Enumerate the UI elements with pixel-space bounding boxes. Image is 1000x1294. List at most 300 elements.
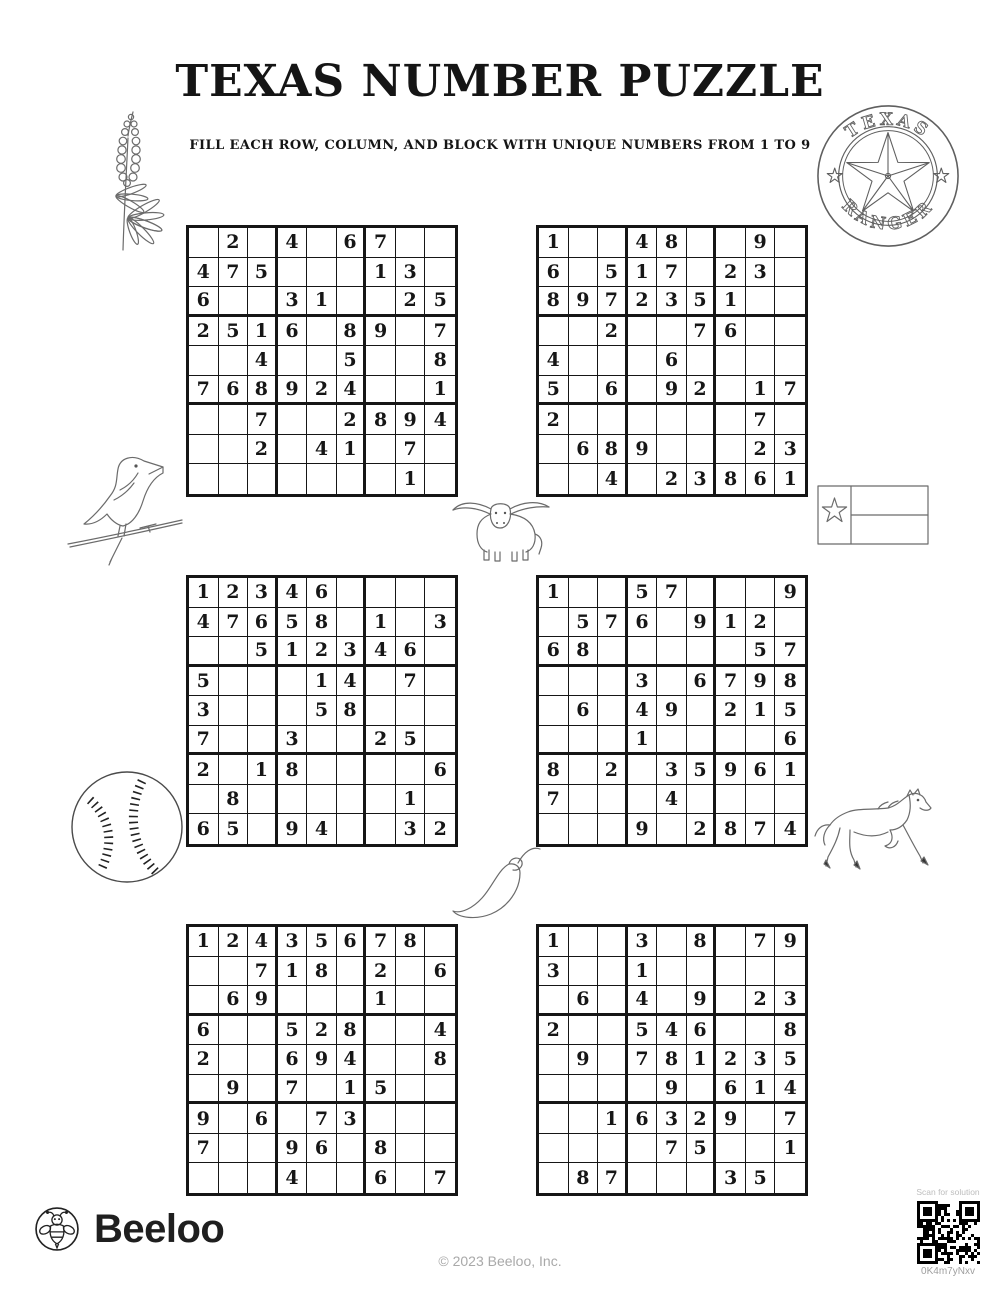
sudoku-cell: 8 bbox=[539, 287, 569, 317]
sudoku-cell bbox=[219, 1104, 249, 1134]
sudoku-cell: 8 bbox=[396, 927, 426, 957]
sudoku-cell bbox=[716, 726, 746, 756]
sudoku-cell bbox=[396, 957, 426, 987]
sudoku-cell bbox=[307, 405, 337, 435]
sudoku-cell: 8 bbox=[569, 637, 599, 667]
sudoku-cell: 5 bbox=[189, 667, 219, 697]
sudoku-cell: 2 bbox=[687, 1104, 717, 1134]
sudoku-cell bbox=[598, 957, 628, 987]
sudoku-cell bbox=[396, 376, 426, 406]
sudoku-cell bbox=[775, 317, 805, 347]
sudoku-cell bbox=[219, 287, 249, 317]
sudoku-cell: 9 bbox=[366, 317, 396, 347]
sudoku-cell: 1 bbox=[628, 258, 658, 288]
sudoku-cell bbox=[278, 258, 308, 288]
sudoku-cell: 6 bbox=[278, 317, 308, 347]
sudoku-cell: 1 bbox=[687, 1045, 717, 1075]
sudoku-grid-middle-right bbox=[536, 575, 808, 847]
sudoku-grid-top-right bbox=[536, 225, 808, 497]
sudoku-cell: 8 bbox=[775, 1016, 805, 1046]
sudoku-cell bbox=[539, 435, 569, 465]
sudoku-cell: 8 bbox=[657, 1045, 687, 1075]
sudoku-cell: 7 bbox=[433, 1167, 447, 1190]
sudoku-cell bbox=[598, 667, 628, 697]
sudoku-cell: 1 bbox=[746, 1075, 776, 1105]
sudoku-cell: 2 bbox=[687, 814, 717, 844]
sudoku-cell bbox=[425, 1104, 455, 1134]
sudoku-cell: 1 bbox=[366, 986, 396, 1016]
sudoku-cell bbox=[337, 1163, 367, 1193]
sudoku-cell bbox=[657, 1163, 687, 1193]
sudoku-cell: 6 bbox=[687, 667, 717, 697]
sudoku-cell: 1 bbox=[278, 637, 308, 667]
sudoku-cell bbox=[425, 785, 455, 815]
sudoku-cell: 8 bbox=[337, 696, 367, 726]
sudoku-cell: 4 bbox=[598, 464, 628, 494]
sudoku-cell: 4 bbox=[628, 228, 658, 258]
sudoku-cell bbox=[687, 696, 717, 726]
sudoku-cell: 4 bbox=[337, 667, 367, 697]
sudoku-cell bbox=[278, 1104, 308, 1134]
sudoku-cell bbox=[657, 957, 687, 987]
sudoku-cell bbox=[366, 1016, 396, 1046]
sudoku-cell bbox=[219, 1016, 249, 1046]
sudoku-cell: 7 bbox=[716, 667, 746, 697]
sudoku-cell bbox=[219, 696, 249, 726]
sudoku-cell: 2 bbox=[433, 818, 447, 841]
sudoku-cell: 9 bbox=[278, 376, 308, 406]
sudoku-cell: 5 bbox=[598, 258, 628, 288]
sudoku-cell: 5 bbox=[775, 696, 805, 726]
sudoku-cell: 5 bbox=[248, 258, 278, 288]
sudoku-cell: 2 bbox=[539, 405, 569, 435]
sudoku-cell bbox=[189, 1075, 219, 1105]
sudoku-cell: 4 bbox=[783, 818, 797, 841]
sudoku-cell: 6 bbox=[539, 258, 569, 288]
sudoku-cell bbox=[716, 346, 746, 376]
sudoku-cell bbox=[219, 755, 249, 785]
sudoku-cell bbox=[278, 696, 308, 726]
sudoku-cell: 9 bbox=[687, 608, 717, 638]
sudoku-cell bbox=[716, 785, 746, 815]
sudoku-cell bbox=[425, 228, 455, 258]
sudoku-cell: 4 bbox=[278, 1163, 308, 1193]
sudoku-cell: 1 bbox=[746, 696, 776, 726]
sudoku-cell bbox=[337, 785, 367, 815]
sudoku-cell bbox=[746, 1134, 776, 1164]
sudoku-cell bbox=[775, 258, 805, 288]
sudoku-cell bbox=[425, 696, 455, 726]
sudoku-cell bbox=[396, 986, 426, 1016]
sudoku-cell: 1 bbox=[628, 726, 658, 756]
sudoku-cell bbox=[569, 1016, 599, 1046]
sudoku-cell: 6 bbox=[278, 1045, 308, 1075]
sudoku-cell bbox=[219, 1163, 249, 1193]
sudoku-cell bbox=[366, 814, 396, 844]
sudoku-cell: 6 bbox=[189, 1016, 219, 1046]
sudoku-cell: 7 bbox=[657, 1134, 687, 1164]
sudoku-cell bbox=[219, 957, 249, 987]
sudoku-cell: 6 bbox=[425, 755, 455, 785]
sudoku-cell bbox=[716, 1016, 746, 1046]
sudoku-cell: 8 bbox=[716, 464, 746, 494]
sudoku-cell: 6 bbox=[366, 1163, 396, 1193]
sudoku-cell bbox=[598, 637, 628, 667]
sudoku-cell: 6 bbox=[716, 1075, 746, 1105]
sudoku-cell bbox=[366, 696, 396, 726]
sudoku-cell: 6 bbox=[746, 755, 776, 785]
sudoku-cell: 9 bbox=[775, 927, 805, 957]
sudoku-cell bbox=[396, 1075, 426, 1105]
sudoku-cell: 7 bbox=[746, 927, 776, 957]
qr-block bbox=[893, 1187, 1000, 1277]
sudoku-cell: 8 bbox=[366, 1134, 396, 1164]
sudoku-cell bbox=[396, 1016, 426, 1046]
sudoku-cell: 4 bbox=[189, 608, 219, 638]
sudoku-cell bbox=[628, 1163, 658, 1193]
sudoku-cell: 9 bbox=[569, 1045, 599, 1075]
sudoku-cell bbox=[337, 755, 367, 785]
sudoku-cell: 2 bbox=[189, 317, 219, 347]
sudoku-cell: 5 bbox=[337, 346, 367, 376]
sudoku-cell bbox=[425, 667, 455, 697]
sudoku-cell bbox=[657, 814, 687, 844]
sudoku-cell: 5 bbox=[248, 637, 278, 667]
sudoku-cell: 3 bbox=[278, 726, 308, 756]
sudoku-cell: 5 bbox=[746, 637, 776, 667]
sudoku-cell: 2 bbox=[657, 464, 687, 494]
sudoku-cell bbox=[539, 1104, 569, 1134]
sudoku-cell: 2 bbox=[746, 986, 776, 1016]
sudoku-cell: 9 bbox=[657, 696, 687, 726]
sudoku-cell: 9 bbox=[278, 1134, 308, 1164]
sudoku-cell: 1 bbox=[396, 464, 426, 494]
sudoku-cell: 4 bbox=[248, 346, 278, 376]
sudoku-cell bbox=[248, 287, 278, 317]
sudoku-cell bbox=[189, 228, 219, 258]
sudoku-cell: 6 bbox=[569, 435, 599, 465]
sudoku-cell bbox=[337, 957, 367, 987]
sudoku-cell bbox=[657, 435, 687, 465]
sudoku-cell: 6 bbox=[425, 957, 455, 987]
sudoku-cell bbox=[569, 1134, 599, 1164]
sudoku-cell bbox=[396, 696, 426, 726]
sudoku-cell bbox=[539, 986, 569, 1016]
sudoku-cell: 7 bbox=[396, 667, 426, 697]
sudoku-cell bbox=[539, 317, 569, 347]
sudoku-cell: 5 bbox=[307, 927, 337, 957]
sudoku-cell bbox=[628, 1075, 658, 1105]
sudoku-cell: 4 bbox=[628, 696, 658, 726]
sudoku-cell: 3 bbox=[337, 637, 367, 667]
sudoku-cell bbox=[219, 346, 249, 376]
sudoku-cell bbox=[775, 957, 805, 987]
sudoku-cell: 1 bbox=[278, 957, 308, 987]
sudoku-cell bbox=[657, 667, 687, 697]
sudoku-cell bbox=[628, 405, 658, 435]
sudoku-cell bbox=[425, 258, 455, 288]
sudoku-cell bbox=[687, 726, 717, 756]
qr-code-id: 0K4m7yNxv bbox=[921, 1266, 975, 1277]
sudoku-cell: 3 bbox=[657, 755, 687, 785]
sudoku-cell bbox=[366, 435, 396, 465]
sudoku-cell: 4 bbox=[307, 814, 337, 844]
sudoku-cell: 8 bbox=[425, 346, 455, 376]
sudoku-cell: 6 bbox=[307, 578, 337, 608]
sudoku-cell bbox=[598, 1134, 628, 1164]
sudoku-cell: 7 bbox=[366, 927, 396, 957]
sudoku-cell bbox=[716, 637, 746, 667]
sudoku-cell: 2 bbox=[219, 228, 249, 258]
sudoku-cell: 9 bbox=[396, 405, 426, 435]
sudoku-cell bbox=[337, 608, 367, 638]
sudoku-cell: 3 bbox=[628, 927, 658, 957]
sudoku-cell: 7 bbox=[598, 1163, 628, 1193]
sudoku-cell: 2 bbox=[598, 755, 628, 785]
sudoku-cell: 6 bbox=[189, 814, 219, 844]
sudoku-cell: 1 bbox=[248, 317, 278, 347]
sudoku-cell bbox=[687, 785, 717, 815]
sudoku-cell: 2 bbox=[219, 927, 249, 957]
sudoku-cell bbox=[569, 405, 599, 435]
sudoku-cell: 4 bbox=[775, 1075, 805, 1105]
sudoku-grid-bottom-left bbox=[186, 924, 458, 1196]
sudoku-cell bbox=[569, 755, 599, 785]
sudoku-cell bbox=[569, 814, 599, 844]
sudoku-cell: 5 bbox=[628, 1016, 658, 1046]
sudoku-cell: 9 bbox=[189, 1104, 219, 1134]
sudoku-cell bbox=[278, 667, 308, 697]
sudoku-cell: 6 bbox=[189, 287, 219, 317]
sudoku-cell: 2 bbox=[248, 435, 278, 465]
sudoku-cell: 1 bbox=[366, 258, 396, 288]
sudoku-cell bbox=[569, 927, 599, 957]
sudoku-cell bbox=[396, 1163, 426, 1193]
sudoku-cell bbox=[687, 258, 717, 288]
sudoku-cell bbox=[746, 317, 776, 347]
sudoku-cell: 3 bbox=[746, 258, 776, 288]
sudoku-cell bbox=[716, 1134, 746, 1164]
sudoku-cell bbox=[425, 578, 455, 608]
sudoku-cell bbox=[775, 287, 805, 317]
sudoku-cell bbox=[598, 927, 628, 957]
sudoku-cell bbox=[425, 1075, 455, 1105]
sudoku-cell bbox=[569, 228, 599, 258]
sudoku-cell: 7 bbox=[539, 785, 569, 815]
sudoku-cell: 7 bbox=[189, 726, 219, 756]
sudoku-cell: 9 bbox=[657, 1075, 687, 1105]
sudoku-cell bbox=[746, 957, 776, 987]
sudoku-cell: 1 bbox=[307, 667, 337, 697]
sudoku-cell: 8 bbox=[569, 1163, 599, 1193]
sudoku-cell: 9 bbox=[746, 228, 776, 258]
sudoku-grid-top-left bbox=[186, 225, 458, 497]
sudoku-cell bbox=[248, 228, 278, 258]
sudoku-cell: 3 bbox=[775, 986, 805, 1016]
sudoku-cell: 3 bbox=[775, 435, 805, 465]
sudoku-cell: 4 bbox=[628, 986, 658, 1016]
sudoku-cell bbox=[307, 1163, 337, 1193]
sudoku-cell: 7 bbox=[278, 1075, 308, 1105]
sudoku-cell: 1 bbox=[189, 927, 219, 957]
sudoku-cell: 5 bbox=[307, 696, 337, 726]
sudoku-cell bbox=[539, 608, 569, 638]
sudoku-cell bbox=[687, 405, 717, 435]
sudoku-cell: 7 bbox=[189, 1134, 219, 1164]
sudoku-cell bbox=[307, 755, 337, 785]
sudoku-cell bbox=[746, 287, 776, 317]
sudoku-cell: 5 bbox=[569, 608, 599, 638]
sudoku-cell bbox=[396, 578, 426, 608]
sudoku-cell: 7 bbox=[189, 376, 219, 406]
sudoku-cell: 3 bbox=[657, 1104, 687, 1134]
sudoku-cell: 3 bbox=[628, 667, 658, 697]
sudoku-cell bbox=[189, 405, 219, 435]
sudoku-cell bbox=[775, 785, 805, 815]
sudoku-cell: 6 bbox=[539, 637, 569, 667]
sudoku-cell: 8 bbox=[539, 755, 569, 785]
longhorn-illustration bbox=[450, 492, 552, 564]
sudoku-cell bbox=[716, 578, 746, 608]
sudoku-cell bbox=[569, 258, 599, 288]
sudoku-cell bbox=[569, 578, 599, 608]
sudoku-cell: 3 bbox=[539, 957, 569, 987]
sudoku-cell bbox=[278, 785, 308, 815]
sudoku-cell bbox=[687, 228, 717, 258]
sudoku-cell bbox=[337, 258, 367, 288]
sudoku-cell: 1 bbox=[396, 785, 426, 815]
sudoku-cell: 8 bbox=[366, 405, 396, 435]
sudoku-cell: 7 bbox=[657, 258, 687, 288]
sudoku-cell: 1 bbox=[628, 957, 658, 987]
sudoku-cell: 9 bbox=[687, 986, 717, 1016]
horse-illustration bbox=[810, 780, 938, 874]
sudoku-cell bbox=[248, 1045, 278, 1075]
sudoku-cell bbox=[628, 317, 658, 347]
badge-bottom-text: RANGER bbox=[838, 195, 938, 235]
sudoku-cell: 3 bbox=[396, 814, 426, 844]
sudoku-cell bbox=[746, 1016, 776, 1046]
sudoku-cell bbox=[746, 785, 776, 815]
sudoku-cell: 1 bbox=[307, 287, 337, 317]
sudoku-cell bbox=[628, 376, 658, 406]
sudoku-cell bbox=[687, 435, 717, 465]
sudoku-cell bbox=[307, 346, 337, 376]
sudoku-cell bbox=[307, 228, 337, 258]
sudoku-cell: 9 bbox=[746, 667, 776, 697]
sudoku-cell bbox=[657, 317, 687, 347]
sudoku-cell bbox=[278, 435, 308, 465]
sudoku-cell: 4 bbox=[278, 228, 308, 258]
sudoku-cell bbox=[569, 346, 599, 376]
sudoku-cell: 8 bbox=[337, 1016, 367, 1046]
sudoku-cell: 4 bbox=[278, 578, 308, 608]
qr-label: Scan for solution bbox=[916, 1187, 980, 1197]
sudoku-cell bbox=[598, 1075, 628, 1105]
sudoku-cell: 2 bbox=[746, 608, 776, 638]
sudoku-cell: 4 bbox=[337, 1045, 367, 1075]
sudoku-cell: 3 bbox=[278, 927, 308, 957]
sudoku-cell: 8 bbox=[278, 755, 308, 785]
sudoku-cell bbox=[569, 667, 599, 697]
sudoku-cell bbox=[746, 726, 776, 756]
sudoku-cell: 1 bbox=[337, 435, 367, 465]
sudoku-cell bbox=[366, 1045, 396, 1075]
instructions-text: FILL EACH ROW, COLUMN, AND BLOCK WITH UNIQUE NUMBERS FROM 1 TO 9 bbox=[189, 138, 811, 153]
sudoku-cell bbox=[657, 637, 687, 667]
sudoku-cell bbox=[366, 287, 396, 317]
sudoku-cell bbox=[248, 1016, 278, 1046]
sudoku-cell: 6 bbox=[569, 986, 599, 1016]
sudoku-cell: 9 bbox=[307, 1045, 337, 1075]
sudoku-cell: 7 bbox=[425, 317, 455, 347]
sudoku-cell: 8 bbox=[307, 608, 337, 638]
sudoku-cell bbox=[628, 785, 658, 815]
sudoku-cell bbox=[366, 346, 396, 376]
sudoku-cell bbox=[539, 726, 569, 756]
sudoku-cell: 4 bbox=[657, 785, 687, 815]
sudoku-cell bbox=[307, 258, 337, 288]
sudoku-cell: 9 bbox=[716, 1104, 746, 1134]
sudoku-cell: 5 bbox=[775, 1045, 805, 1075]
sudoku-cell: 9 bbox=[278, 814, 308, 844]
sudoku-cell bbox=[569, 726, 599, 756]
sudoku-cell bbox=[396, 1104, 426, 1134]
sudoku-cell: 3 bbox=[396, 258, 426, 288]
sudoku-cell: 6 bbox=[628, 608, 658, 638]
sudoku-cell bbox=[189, 435, 219, 465]
svg-text:RANGER bbox=[838, 195, 937, 234]
sudoku-cell bbox=[219, 1134, 249, 1164]
sudoku-cell: 9 bbox=[248, 986, 278, 1016]
sudoku-cell bbox=[278, 346, 308, 376]
sudoku-cell bbox=[425, 464, 455, 494]
sudoku-cell: 5 bbox=[687, 287, 717, 317]
sudoku-cell bbox=[628, 346, 658, 376]
sudoku-cell: 6 bbox=[396, 637, 426, 667]
sudoku-cell bbox=[775, 405, 805, 435]
sudoku-cell bbox=[248, 464, 278, 494]
sudoku-cell bbox=[687, 346, 717, 376]
sudoku-cell: 4 bbox=[189, 258, 219, 288]
sudoku-cell: 2 bbox=[307, 376, 337, 406]
sudoku-cell bbox=[337, 464, 367, 494]
chili-pepper-illustration bbox=[446, 840, 544, 928]
sudoku-cell: 8 bbox=[219, 785, 249, 815]
sudoku-cell: 6 bbox=[337, 228, 367, 258]
sudoku-cell bbox=[248, 785, 278, 815]
sudoku-cell: 3 bbox=[746, 1045, 776, 1075]
sudoku-cell: 3 bbox=[189, 696, 219, 726]
sudoku-cell bbox=[539, 667, 569, 697]
sudoku-cell: 1 bbox=[366, 608, 396, 638]
sudoku-cell bbox=[248, 814, 278, 844]
sudoku-cell bbox=[396, 1045, 426, 1075]
sudoku-grid-middle-left bbox=[186, 575, 458, 847]
texas-ranger-badge-illustration bbox=[814, 102, 962, 250]
sudoku-cell bbox=[687, 1163, 717, 1193]
sudoku-cell bbox=[598, 1016, 628, 1046]
sudoku-cell bbox=[687, 957, 717, 987]
baseball-illustration bbox=[68, 768, 186, 886]
sudoku-cell: 5 bbox=[425, 287, 455, 317]
sudoku-cell: 5 bbox=[628, 578, 658, 608]
sudoku-cell: 7 bbox=[775, 637, 805, 667]
sudoku-cell: 3 bbox=[248, 578, 278, 608]
sudoku-cell bbox=[396, 228, 426, 258]
sudoku-cell: 7 bbox=[366, 228, 396, 258]
sudoku-cell bbox=[539, 696, 569, 726]
